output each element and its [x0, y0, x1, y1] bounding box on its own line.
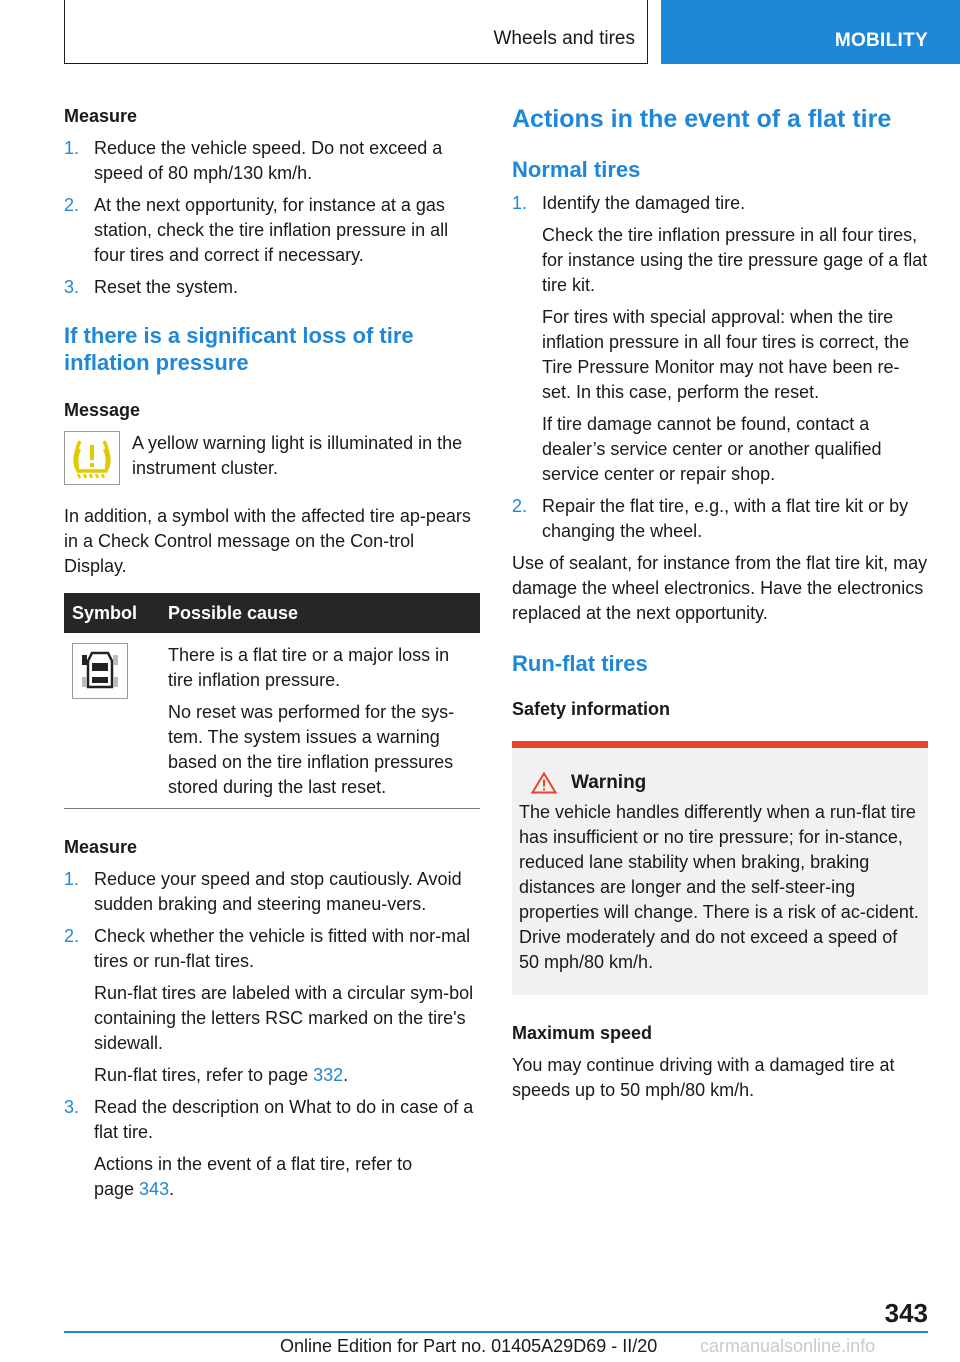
warning-box — [512, 741, 928, 995]
reference-punct: . — [343, 1065, 349, 1085]
warning-text: The vehicle handles differently when a run-flat tire has insufficient or no tire pressure; for in-stance, reduced lane stability when braking, braking distances are longer and the self-steer-ing properties will change. There is a risk of ac-cident. Drive moderately and do not exceed a speed of 50 mph/80 km/h. — [519, 802, 919, 972]
step-sub-text: If tire damage cannot be found, contact a dealer’s service center or another qualified service center or repair shop. — [542, 414, 882, 484]
step-sub-text: Run-flat tires are labeled with a circular sym-bol containing the letters RSC marked on the tire's sidewall. — [94, 983, 474, 1053]
list-item — [64, 193, 480, 268]
main-heading: Actions in the event of a flat tire — [512, 105, 892, 133]
step-text: Check whether the vehicle is fitted with nor-mal tires or run-flat tires. — [94, 926, 471, 971]
step-text: Reduce your speed and stop cautiously. Avoid sudden braking and steering maneu-vers. — [94, 869, 462, 914]
step-sub-reference — [64, 1063, 480, 1088]
addition-text: In addition, a symbol with the affected tire ap-pears in a Check Control message on the Con-trol Display. — [64, 506, 471, 576]
warning-title: Warning — [571, 772, 647, 793]
normal-tires-heading: Normal tires — [512, 157, 641, 182]
page-link-343[interactable]: 343 — [139, 1179, 170, 1199]
table-cell-symbol — [64, 633, 160, 809]
warning-title-row — [519, 772, 920, 794]
step-number: 1. — [64, 138, 80, 158]
header-section-title: Wheels and tires — [493, 28, 635, 49]
list-item — [512, 191, 928, 216]
sealant-text: Use of sealant, for instance from the flat tire kit, may damage the wheel electronics. Have the electronics replaced at the next opportunity. — [512, 553, 928, 623]
runflat-heading: Run-flat tires — [512, 651, 648, 676]
step-text: Identify the damaged tire. — [542, 193, 746, 213]
list-item — [64, 867, 480, 917]
step-number: 3. — [64, 277, 80, 297]
reference-punct: . — [169, 1179, 175, 1199]
step-number: 1. — [64, 869, 80, 889]
measure-title: Measure — [64, 106, 138, 126]
step-text: Reduce the vehicle speed. Do not exceed a speed of 80 mph/130 km/h. — [94, 138, 443, 183]
step-text: Repair the flat tire, e.g., with a flat tire kit or by changing the wheel. — [542, 496, 909, 541]
cause-text-2: No reset was performed for the sys-tem. The system issues a warning based on the tire inflation pressures stored during the last reset. — [168, 702, 455, 797]
footer-divider — [64, 1331, 928, 1333]
step-number: 3. — [64, 1097, 80, 1117]
message-row — [64, 431, 480, 485]
table-header-cause: Possible cause — [160, 593, 480, 633]
message-text: A yellow warning light is illuminated in the instrument cluster. — [132, 433, 463, 478]
step-sub-text: Check the tire inflation pressure in all four tires, for instance using the tire pressure gage of a flat tire kit. — [542, 225, 928, 295]
message-title: Message — [64, 400, 141, 420]
table-header-symbol: Symbol — [64, 593, 160, 633]
left-column — [64, 104, 480, 1202]
table-row — [64, 633, 480, 809]
right-column — [512, 104, 928, 1103]
cause-text-1: There is a flat tire or a major loss in tire inflation pressure. — [168, 645, 450, 690]
list-item — [64, 275, 480, 300]
header-chapter-tab — [661, 0, 960, 64]
symbol-table — [64, 593, 480, 809]
step-text: Read the description on What to do in case of a flat tire. — [94, 1097, 474, 1142]
maxspeed-text: You may continue driving with a damaged tire at speeds up to 50 mph/80 km/h. — [512, 1055, 895, 1100]
footer-edition: Online Edition for Part no. 01405A29D69 - II/20 — [280, 1336, 658, 1356]
list-item — [64, 1095, 480, 1145]
step-text: At the next opportunity, for instance at a gas station, check the tire inflation pressure in all four tires and correct if necessary. — [94, 195, 449, 265]
maxspeed-title: Maximum speed — [512, 1023, 653, 1043]
list-item — [512, 494, 928, 544]
safety-title: Safety information — [512, 699, 671, 719]
tire-pressure-warning-icon — [64, 431, 120, 485]
step-text: Reset the system. — [94, 277, 239, 297]
step-sub-text: For tires with special approval: when the tire inflation pressure in all four tires is correct, the Tire Pressure Monitor may not have been re-set. In this case, perform the reset. — [542, 307, 910, 402]
vehicle-tire-symbol-icon — [72, 643, 128, 699]
page-link-332[interactable]: 332 — [313, 1065, 344, 1085]
reference-text: Actions in the event of a flat tire, refer to page — [94, 1154, 413, 1199]
table-header-row — [64, 593, 480, 633]
footer-watermark: carmanualsonline.info — [700, 1336, 876, 1356]
page-number: 343 — [884, 1298, 928, 1328]
measure2-title: Measure — [64, 837, 138, 857]
warning-triangle-icon — [531, 772, 557, 794]
header-section-box — [64, 0, 648, 64]
step-number: 2. — [64, 195, 80, 215]
step-sub-reference — [64, 1152, 454, 1202]
loss-heading: If there is a significant loss of tire inflation pressure — [64, 323, 414, 375]
table-cell-cause — [160, 633, 480, 809]
step-number: 2. — [64, 926, 80, 946]
list-item — [64, 924, 480, 974]
list-item — [64, 136, 480, 186]
reference-text: Run-flat tires, refer to page — [94, 1065, 314, 1085]
step-number: 1. — [512, 193, 528, 213]
step-number: 2. — [512, 496, 528, 516]
header-chapter-title: MOBILITY — [834, 30, 928, 51]
